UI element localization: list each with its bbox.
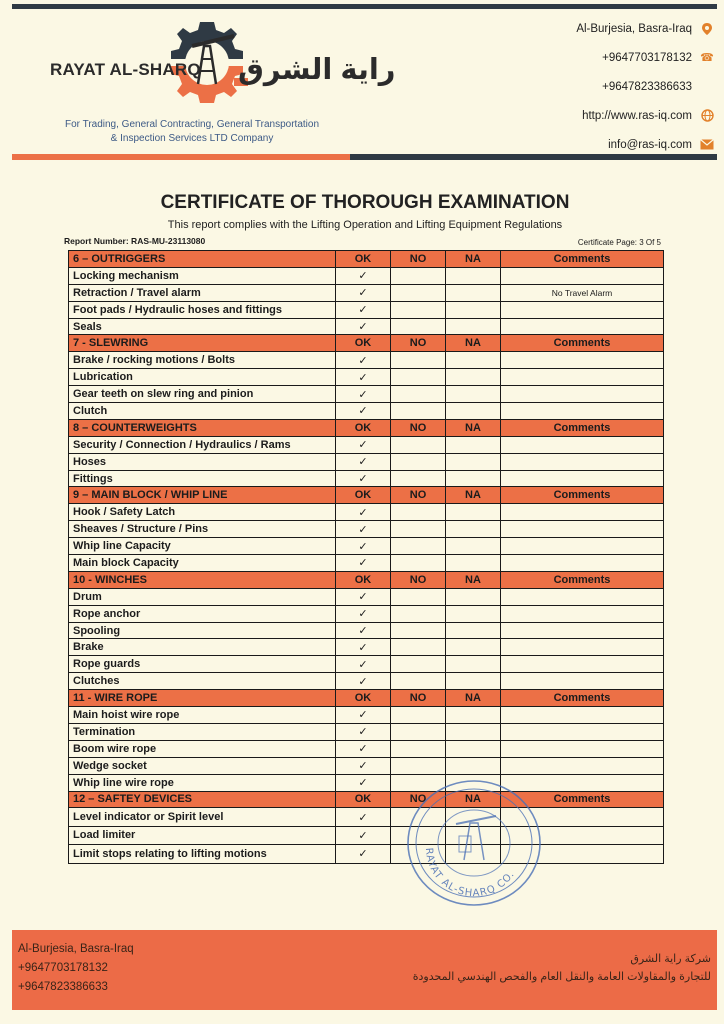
na-cell [446,639,501,656]
table-row [69,605,664,622]
location-pin-icon [700,22,714,36]
company-logo [40,14,396,114]
table-row [69,639,664,656]
section-header [69,335,664,352]
stamp-text: RAYAT AL-SHARQ CO. [422,847,518,900]
table-row [69,267,664,284]
ok-check: ✓ [336,403,391,420]
col-na: NA [446,335,501,352]
na-cell [446,707,501,724]
table-row [69,538,664,555]
table-row [69,622,664,639]
no-cell [391,369,446,386]
no-cell [391,656,446,673]
no-cell [391,386,446,403]
na-cell [446,267,501,284]
ok-check: ✓ [336,707,391,724]
na-cell [446,318,501,335]
item-label: Gear teeth on slew ring and pinion [69,386,336,403]
no-cell [391,352,446,369]
no-cell [391,521,446,538]
section-title: 10 - WINCHES [69,571,336,588]
no-cell [391,707,446,724]
table-row [69,673,664,690]
na-cell [446,757,501,774]
certificate-title: CERTIFICATE OF THOROUGH EXAMINATION [160,192,570,213]
na-cell [446,588,501,605]
contact-address-text: Al-Burjesia, Basra-Iraq [576,22,692,35]
comment-cell [501,555,664,572]
table-row [69,470,664,487]
report-number: Report Number: RAS-MU-23113080 [64,236,206,246]
section-header [69,419,664,436]
item-label: Locking mechanism [69,267,336,284]
na-cell [446,656,501,673]
col-comments: Comments [501,419,664,436]
col-no: NO [391,335,446,352]
no-cell [391,301,446,318]
comment-cell [501,639,664,656]
ok-check: ✓ [336,622,391,639]
item-label: Wedge socket [69,757,336,774]
section-header [69,487,664,504]
contact-phone-2-text: +9647823386633 [602,80,692,93]
na-cell [446,555,501,572]
col-ok: OK [336,487,391,504]
comment-cell [501,707,664,724]
na-cell [446,740,501,757]
no-cell [391,318,446,335]
footer-address: Al-Burjesia, Basra-Iraq [18,943,134,955]
table-row [69,369,664,386]
table-row [69,555,664,572]
na-cell [446,723,501,740]
no-cell [391,470,446,487]
item-label: Retraction / Travel alarm [69,284,336,301]
footer-ar-line-1: شركة راية الشرق [630,953,711,965]
ok-check: ✓ [336,588,391,605]
item-label: Termination [69,723,336,740]
table-row [69,723,664,740]
item-label: Clutches [69,673,336,690]
item-label: Rope guards [69,656,336,673]
item-label: Boom wire rope [69,740,336,757]
envelope-icon [700,138,714,152]
table-row [69,318,664,335]
comment-cell [501,673,664,690]
col-comments: Comments [501,690,664,707]
comment-cell [501,470,664,487]
section-title: 6 – OUTRIGGERS [69,251,336,268]
na-cell [446,622,501,639]
comment-cell [501,301,664,318]
col-comments: Comments [501,571,664,588]
certificate-page: Certificate Page: 3 Of 5 [577,238,661,247]
contact-phone-1 [454,43,714,72]
na-cell [446,605,501,622]
no-cell [391,555,446,572]
table-row [69,845,664,863]
table-row [69,436,664,453]
ok-check: ✓ [336,605,391,622]
ok-check: ✓ [336,284,391,301]
no-cell [391,267,446,284]
na-cell [446,504,501,521]
col-no: NO [391,791,446,808]
footer-contacts [18,940,134,997]
comment-cell [501,538,664,555]
col-na: NA [446,690,501,707]
ok-check: ✓ [336,656,391,673]
col-no: NO [391,571,446,588]
table-row [69,757,664,774]
col-no: NO [391,419,446,436]
item-label: Main hoist wire rope [69,707,336,724]
section-header [69,791,664,808]
contact-website-link[interactable]: http://www.ras-iq.com [582,109,692,122]
ok-check: ✓ [336,369,391,386]
na-cell [446,521,501,538]
item-label: Spooling [69,622,336,639]
comment-cell [501,521,664,538]
footer-arabic-name [413,950,711,986]
ok-check: ✓ [336,436,391,453]
table-row [69,301,664,318]
item-label: Brake [69,639,336,656]
col-no: NO [391,251,446,268]
tagline-line-2: & Inspection Services LTD Company [110,133,274,144]
col-ok: OK [336,419,391,436]
table-row [69,504,664,521]
section-title: 8 – COUNTERWEIGHTS [69,419,336,436]
col-ok: OK [336,690,391,707]
examination-table [68,250,664,864]
item-label: Limit stops relating to lifting motions [69,845,336,863]
comment-cell [501,740,664,757]
ok-check: ✓ [336,267,391,284]
comment-cell [501,453,664,470]
section-header [69,251,664,268]
contact-phone-2 [454,72,714,101]
ok-check: ✓ [336,673,391,690]
ok-check: ✓ [336,723,391,740]
na-cell [446,470,501,487]
no-cell [391,588,446,605]
table-row [69,386,664,403]
no-cell [391,453,446,470]
table-row [69,808,664,826]
na-cell [446,386,501,403]
item-label: Security / Connection / Hydraulics / Rams [69,436,336,453]
no-cell [391,504,446,521]
section-header [69,690,664,707]
item-label: Main block Capacity [69,555,336,572]
comment-cell [501,504,664,521]
telephone-icon: ☎ [700,52,714,64]
item-label: Level indicator or Spirit level [69,808,336,826]
ok-check: ✓ [336,301,391,318]
col-comments: Comments [501,487,664,504]
comment-cell [501,403,664,420]
table-row [69,352,664,369]
ok-check: ✓ [336,826,391,844]
item-label: Clutch [69,403,336,420]
no-cell [391,605,446,622]
col-no: NO [391,690,446,707]
no-cell [391,673,446,690]
item-label: Hoses [69,453,336,470]
footer-phone-1: +9647703178132 [18,962,108,974]
item-label: Seals [69,318,336,335]
na-cell [446,538,501,555]
table-row [69,774,664,791]
comment-cell [501,436,664,453]
table-row [69,707,664,724]
col-ok: OK [336,335,391,352]
ok-check: ✓ [336,521,391,538]
col-na: NA [446,487,501,504]
item-label: Sheaves / Structure / Pins [69,521,336,538]
ok-check: ✓ [336,845,391,863]
table-row [69,588,664,605]
no-cell [391,740,446,757]
table-row [69,453,664,470]
table-row [69,826,664,844]
no-cell [391,538,446,555]
ok-check: ✓ [336,808,391,826]
col-ok: OK [336,571,391,588]
item-label: Hook / Safety Latch [69,504,336,521]
ok-check: ✓ [336,639,391,656]
col-na: NA [446,251,501,268]
comment-cell [501,588,664,605]
ok-check: ✓ [336,538,391,555]
col-na: NA [446,571,501,588]
col-comments: Comments [501,251,664,268]
section-header [69,571,664,588]
header-divider-orange [12,154,350,160]
col-na: NA [446,419,501,436]
table-row [69,740,664,757]
table-row [69,521,664,538]
company-name-en: RAYAT AL-SHARQ [50,60,201,79]
company-name-ar: راية الشرق [238,54,396,86]
no-cell [391,639,446,656]
section-title: 9 – MAIN BLOCK / WHIP LINE [69,487,336,504]
globe-icon [700,109,714,123]
na-cell [446,403,501,420]
company-stamp [404,778,544,908]
item-label: Whip line wire rope [69,774,336,791]
na-cell [446,436,501,453]
comment-cell: No Travel Alarm [501,284,664,301]
top-border [12,4,717,9]
contact-address [454,14,714,43]
comment-cell [501,386,664,403]
ok-check: ✓ [336,470,391,487]
header-divider-dark [350,154,717,160]
no-cell [391,723,446,740]
tagline-line-1: For Trading, General Contracting, General Transportation [64,119,320,130]
col-na: NA [446,791,501,808]
certificate-subtitle: This report complies with the Lifting Operation and Lifting Equipment Regulations [167,219,563,231]
na-cell [446,673,501,690]
no-cell [391,622,446,639]
ok-check: ✓ [336,453,391,470]
na-cell [446,453,501,470]
col-comments: Comments [501,791,664,808]
header-contacts [454,14,714,159]
table-row [69,284,664,301]
table-row [69,403,664,420]
ok-check: ✓ [336,740,391,757]
no-cell [391,284,446,301]
na-cell [446,284,501,301]
item-label: Foot pads / Hydraulic hoses and fittings [69,301,336,318]
contact-website [454,101,714,130]
na-cell [446,301,501,318]
comment-cell [501,656,664,673]
item-label: Drum [69,588,336,605]
item-label: Whip line Capacity [69,538,336,555]
comment-cell [501,605,664,622]
no-cell [391,403,446,420]
comment-cell [501,723,664,740]
ok-check: ✓ [336,555,391,572]
contact-email-link[interactable]: info@ras-iq.com [608,138,692,151]
comment-cell [501,622,664,639]
footer-phone-2: +9647823386633 [18,981,108,993]
ok-check: ✓ [336,504,391,521]
item-label: Load limiter [69,826,336,844]
contact-phone-1-text: +9647703178132 [602,51,692,64]
no-cell [391,436,446,453]
item-label: Lubrication [69,369,336,386]
footer-ar-line-2: للتجارة والمقاولات العامة والنقل العام والفحص الهندسي المحدودة [412,971,711,983]
section-title: 11 - WIRE ROPE [69,690,336,707]
svg-text:RAYAT AL-SHARQ CO. [423,847,517,899]
col-comments: Comments [501,335,664,352]
comment-cell [501,267,664,284]
ok-check: ✓ [336,318,391,335]
item-label: Brake / rocking motions / Bolts [69,352,336,369]
ok-check: ✓ [336,774,391,791]
section-title: 7 - SLEWRING [69,335,336,352]
item-label: Fittings [69,470,336,487]
ok-check: ✓ [336,757,391,774]
section-title: 12 – SAFTEY DEVICES [69,791,336,808]
footer-bar [12,930,717,1010]
col-no: NO [391,487,446,504]
table-row [69,656,664,673]
comment-cell [501,318,664,335]
na-cell [446,352,501,369]
col-ok: OK [336,251,391,268]
col-ok: OK [336,791,391,808]
ok-check: ✓ [336,352,391,369]
na-cell [446,369,501,386]
ok-check: ✓ [336,386,391,403]
comment-cell [501,369,664,386]
company-tagline [32,118,352,146]
no-cell [391,757,446,774]
comment-cell [501,352,664,369]
item-label: Rope anchor [69,605,336,622]
comment-cell [501,757,664,774]
